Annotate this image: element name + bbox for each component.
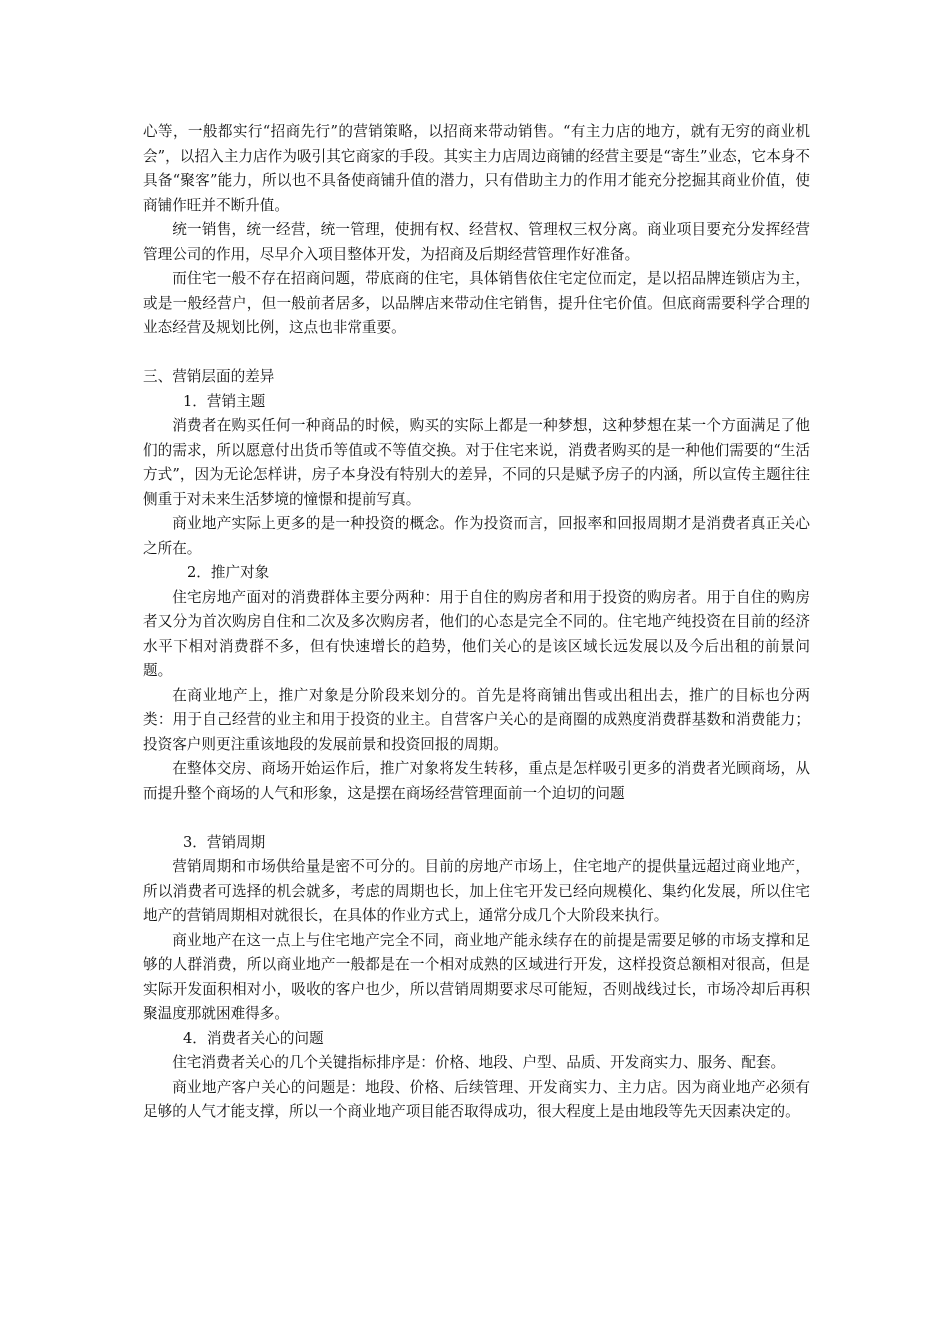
paragraph-commercial-targets: 在商业地产上，推广对象是分阶段来划分的。首先是将商铺出售或出租出去，推广的目标也分两类：用于自己经营的业主和用于投资的业主。自营客户关心的是商圈的成熟度消费群基数和消费能力；投资客户则更注重该地段的发展前景和投资回报的周期。 [143,686,810,753]
section-spacer [143,341,810,366]
subheading-marketing-theme: 1．营销主题 [183,392,266,410]
paragraph-commercial-concerns: 商业地产客户关心的问题是：地段、价格、后续管理、开发商实力、主力店。因为商业地产必须有足够的人气才能支撑，所以一个商业地产项目能否取得成功，很大程度上是由地段等先天因素决定的。 [143,1078,810,1120]
subheading-consumer-concerns: 4．消费者关心的问题 [183,1029,324,1047]
paragraph-residential-concerns: 住宅消费者关心的几个关键指标排序是：价格、地段、户型、品质、开发商实力、服务、配套。 [172,1054,786,1071]
paragraph-unified-management: 统一销售，统一经营，统一管理，使拥有权、经营权、管理权三权分离。商业项目要充分发挥经营管理公司的作用，尽早介入项目整体开发，为招商及后期经营管理作好准备。 [143,221,810,263]
paragraph-residential-buyers: 住宅房地产面对的消费群体主要分两种：用于自住的购房者和用于投资的购房者。用于自住的购房者又分为首次购房自住和二次及多次购房者，他们的心态是完全不同的。住宅地产纯投资在目前的经济水平下相对消费群不多，但有快速增长的趋势，他们关心的是该区域长远发展以及今后出租的前景问题。 [143,588,810,679]
paragraph-investment-concept: 商业地产实际上更多的是一种投资的概念。作为投资而言，回报率和回报周期才是消费者真正关心之所在。 [143,515,810,557]
section-spacer [143,806,810,831]
subheading-marketing-cycle: 3．营销周期 [183,833,266,851]
paragraph-post-handover: 在整体交房、商场开始运作后，推广对象将发生转移，重点是怎样吸引更多的消费者光顾商场，从而提升整个商场的人气和形象，这是摆在商场经营管理面前一个迫切的问题 [143,760,810,802]
paragraph-commercial-cycle: 商业地产在这一点上与住宅地产完全不同，商业地产能永续存在的前提是需要足够的市场支撑和足够的人群消费，所以商业地产一般都是在一个相对成熟的区域进行开发，这样投资总额相对很高，但是实际开发面积相对小，吸收的客户也少，所以营销周期要求尽可能短，否则战线过长，市场冷却后再积聚温度那就困难得多。 [143,931,810,1022]
subheading-promotion-target: 2．推广对象 [187,564,270,581]
document-page [143,120,810,1125]
paragraph-supply-cycle: 营销周期和市场供给量是密不可分的。目前的房地产市场上，住宅地产的提供量远超过商业地产，所以消费者可选择的机会就多，考虑的周期也长，加上住宅开发已经向规模化、集约化发展，所以住宅地产的营销周期相对就很长，在具体的作业方式上，通常分成几个大阶段来执行。 [143,858,810,924]
section-heading-marketing-differences: 三、营销层面的差异 [143,368,275,385]
paragraph-consumer-dream: 消费者在购买任何一种商品的时候，购买的实际上都是一种梦想，这种梦想在某一个方面满足了他们的需求，所以愿意付出货币等值或不等值交换。对于住宅来说，消费者购买的是一种他们需要的“生活方式”，因为无论怎样讲，房子本身没有特别大的差异，不同的只是赋予房子的内涵，所以宣传主题往往侧重于对未来生活梦境的憧憬和提前写真。 [143,417,810,508]
paragraph-residential-retail: 而住宅一般不存在招商问题，带底商的住宅，具体销售依住宅定位而定，是以招品牌连锁店为主，或是一般经营户，但一般前者居多，以品牌店来带动住宅销售，提升住宅价值。但底商需要科学合理的业态经营及规划比例，这点也非常重要。 [143,270,810,336]
paragraph-anchor-stores: 心等，一般都实行“招商先行”的营销策略，以招商来带动销售。“有主力店的地方，就有无穷的商业机会”，以招入主力店作为吸引其它商家的手段。其实主力店周边商铺的经营主要是“寄生”业态，它本身不具备“聚客”能力，所以也不具备使商铺升值的潜力，只有借助主力的作用才能充分挖掘其商业价值，使商铺作旺并不断升值。 [143,123,810,214]
